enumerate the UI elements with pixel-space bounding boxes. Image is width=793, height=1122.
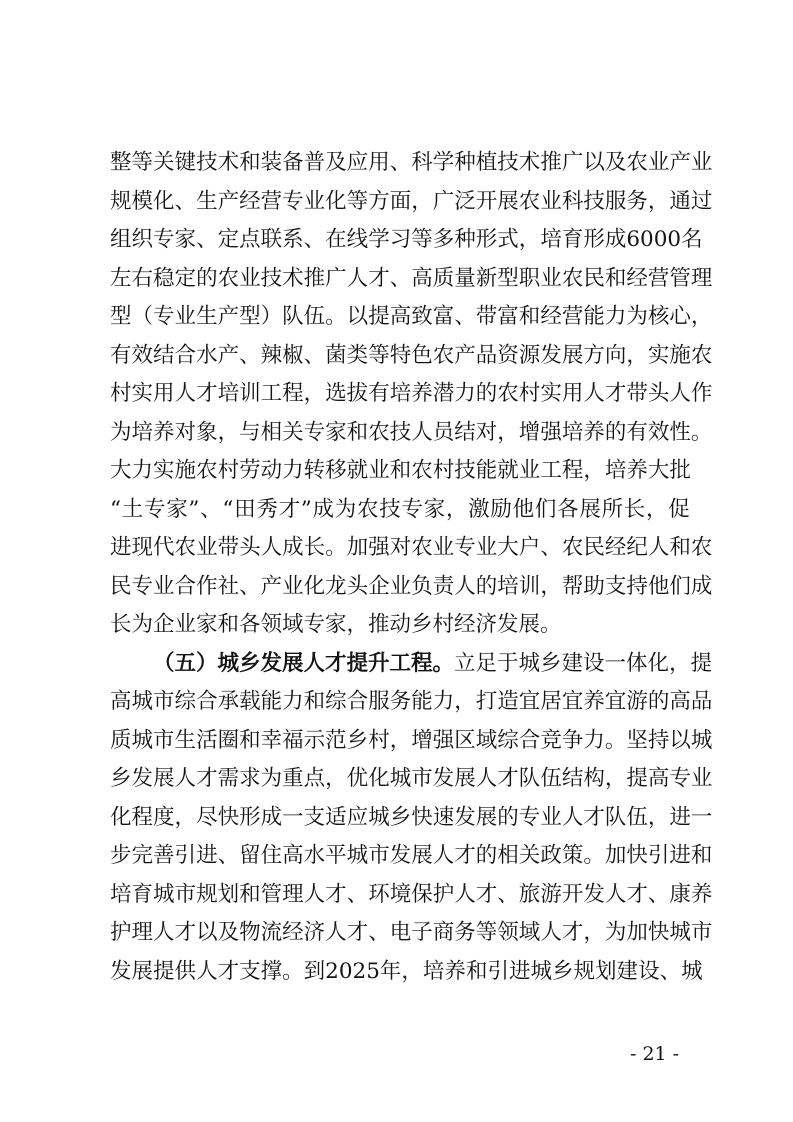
- text-line: 进 现 代 农 业 带 头 人 成 长 。 加 强 对 农 业 专 业 大 户 、 农 民 经 纪 人 和 农: [110, 535, 713, 560]
- text-line: 护 理 人 才 以 及 物 流 经 济 人 才 、 电 子 商 务 等 领 域 人 才 ， 为 加 快 城 市: [110, 920, 713, 945]
- page-number: - 21 -: [630, 1043, 680, 1065]
- text-line: 步 完 善 引 进 、 留 住 高 水 平 城 市 发 展 人 才 的 相 关 政 策 。 加 快 引 进 和: [110, 843, 713, 868]
- text-line: 有 效 结 合 水 产 、 辣 椒 、 菌 类 等 特 色 农 产 品 资 源 发 展 方 向 ， 实 施 农: [110, 342, 713, 368]
- text-line: 型 （ 专 业 生 产 型 ） 队 伍 。 以 提 高 致 富 、 带 富 和 经 营 能 力 为 核 心 ，: [110, 304, 713, 329]
- text-line: 乡 发 展 人 才 需 求 为 重 点 ， 优 化 城 市 发 展 人 才 队 伍 结 构 ， 提 高 专 业: [110, 766, 713, 791]
- section-heading: （五）城乡发展人才提升工程。: [153, 650, 455, 676]
- text-line: 质 城 市 生 活 圈 和 幸 福 示 范 乡 村 ， 增 强 区 域 综 合 竞 争 力 。 坚 持 以 城: [110, 727, 713, 753]
- body-text: [110, 144, 713, 991]
- text-line: 左 右 稳 定 的 农 业 技 术 推 广 人 才 、 高 质 量 新 型 职 业 农 民 和 经 营 管 理: [110, 265, 713, 291]
- text-line: 长为企业家和各领域专家，推动乡村经济发展。: [110, 612, 562, 637]
- text-line: 培 育 城 市 规 划 和 管 理 人 才 、 环 境 保 护 人 才 、 旅 游 开 发 人 才 、 康 养: [110, 881, 713, 907]
- text-line: 组 织 专 家 、 定 点 联 系 、 在 线 学 习 等 多 种 形 式 ， 培 育 形 成 6000 名: [110, 227, 703, 252]
- text-line: “ 土 专 家 ” 、 “ 田 秀 才 ” 成 为 农 技 专 家 ， 激 励 他 们 各 展 所 长 ， 促: [110, 496, 690, 522]
- text-line: 大 力 实 施 农 村 劳 动 力 转 移 就 业 和 农 村 技 能 就 业 工 程 ， 培 养 大 批: [110, 458, 691, 483]
- section-first-line-text: 立足于城乡建设一体化，提: [454, 650, 713, 676]
- text-line: 为 培 养 对 象 ， 与 相 关 专 家 和 农 技 人 员 结 对 ， 增 强 培 养 的 有 效 性 。: [110, 419, 713, 445]
- text-line: 高 城 市 综 合 承 载 能 力 和 综 合 服 务 能 力 ， 打 造 宜 居 宜 养 宜 游 的 高 品: [110, 689, 713, 714]
- text-line: 发 展 提 供 人 才 支 撑 。 到 2025 年 ， 培 养 和 引 进 城 乡 规 划 建 设 、 城: [110, 958, 703, 984]
- section-first-line: [110, 645, 713, 684]
- text-line: 民 专 业 合 作 社 、 产 业 化 龙 头 企 业 负 责 人 的 培 训 ， 帮 助 支 持 他 们 成: [110, 573, 713, 599]
- text-line: 化 程 度 ， 尽 快 形 成 一 支 适 应 城 乡 快 速 发 展 的 专 业 人 才 队 伍 ， 进 一: [110, 804, 713, 830]
- text-line: 村 实 用 人 才 培 训 工 程 ， 选 拔 有 培 养 潜 力 的 农 村 实 用 人 才 带 头 人 作: [110, 381, 713, 406]
- text-line: 整 等 关 键 技 术 和 装 备 普 及 应 用 、 科 学 种 植 技 术 推 广 以 及 农 业 产 业: [110, 150, 713, 175]
- text-line: 规 模 化 、 生 产 经 营 专 业 化 等 方 面 ， 广 泛 开 展 农 业 科 技 服 务 ， 通 过: [110, 188, 713, 214]
